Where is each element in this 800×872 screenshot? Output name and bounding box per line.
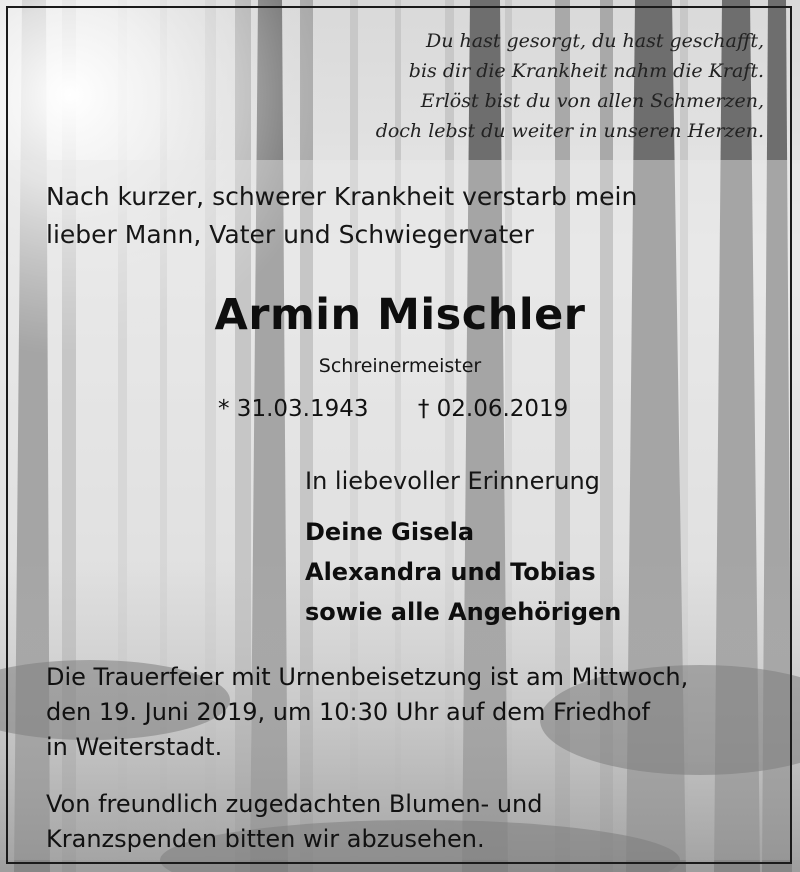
funeral-line: den 19. Juni 2019, um 10:30 Uhr auf dem Friedhof <box>46 698 650 726</box>
poem-line: Erlöst bist du von allen Schmerzen, <box>420 90 764 112</box>
mourners-list <box>305 512 621 632</box>
intro-text <box>46 178 637 254</box>
funeral-line: in Weiterstadt. <box>46 733 223 761</box>
mourner-name: Deine Gisela <box>305 518 475 546</box>
deceased-profession: Schreinermeister <box>318 355 482 377</box>
poem-line: bis dir die Krankheit nahm die Kraft. <box>408 60 764 82</box>
intro-line: Nach kurzer, schwerer Krankheit verstarb mein <box>46 182 638 211</box>
funeral-line: Die Trauerfeier mit Urnenbeisetzung ist am Mittwoch, <box>46 663 689 691</box>
intro-line: lieber Mann, Vater und Schwiegervater <box>46 220 534 249</box>
poem-line: Du hast gesorgt, du hast geschafft, <box>426 30 764 52</box>
mourner-name: sowie alle Angehörigen <box>305 598 622 626</box>
funeral-details <box>46 660 688 765</box>
flowers-line: Kranzspenden bitten wir abzusehen. <box>46 825 485 853</box>
mourner-name: Alexandra und Tobias <box>305 558 596 586</box>
life-dates <box>218 396 568 422</box>
flowers-line: Von freundlich zugedachten Blumen- und <box>46 790 543 818</box>
deceased-name: Armin Mischler <box>214 290 586 340</box>
poem-line: doch lebst du weiter in unseren Herzen. <box>375 120 764 142</box>
birth-date: * 31.03.1943 <box>218 396 369 422</box>
memory-heading: In liebevoller Erinnerung <box>305 467 600 495</box>
death-date: † 02.06.2019 <box>417 396 569 422</box>
memorial-poem <box>376 26 764 146</box>
flowers-note <box>46 787 542 857</box>
